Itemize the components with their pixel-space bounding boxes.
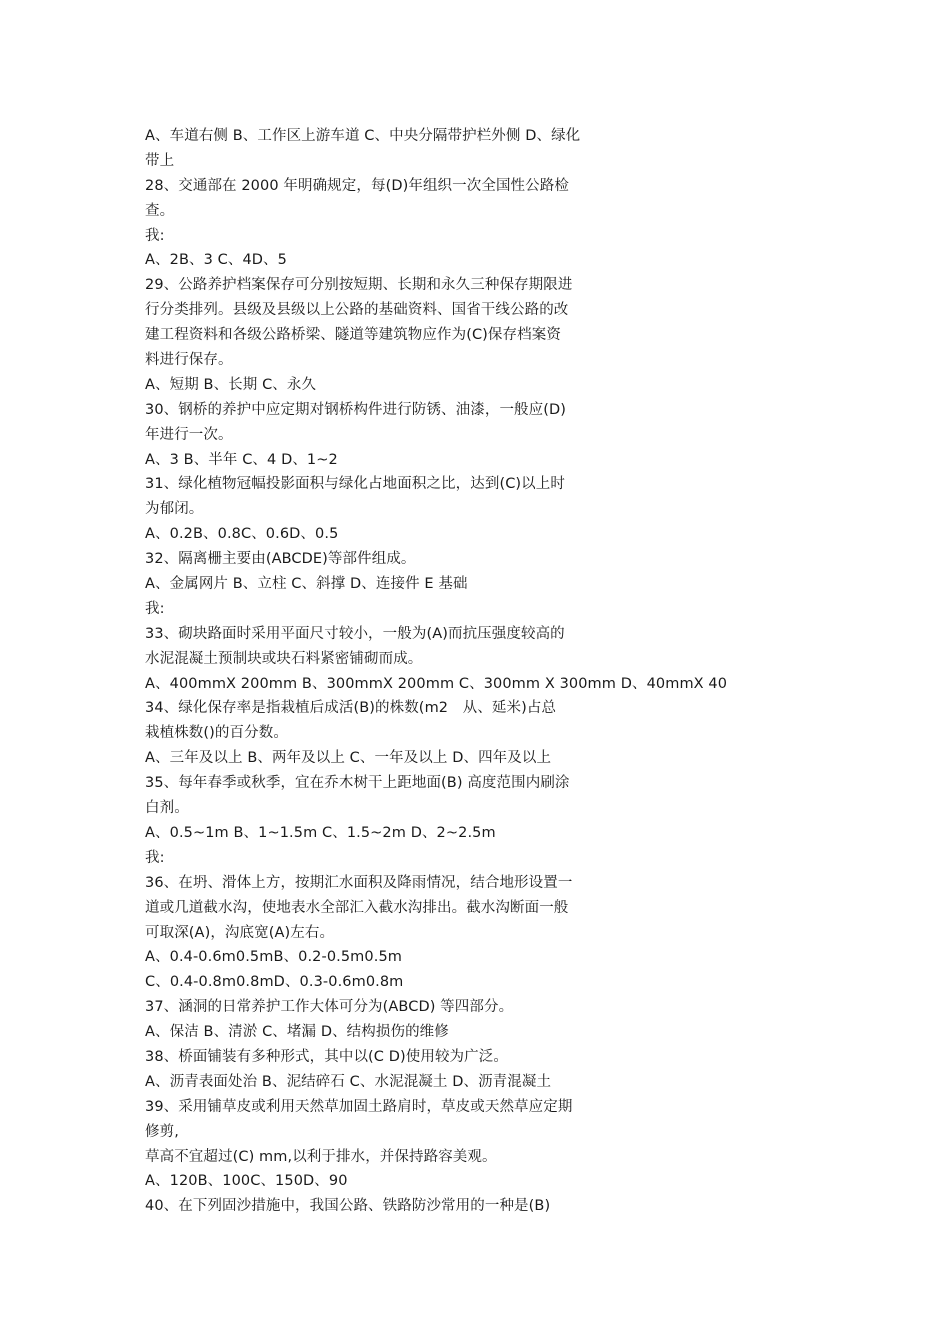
text-line: A、三年及以上 B、两年及以上 C、一年及以上 D、四年及以上 <box>145 750 552 767</box>
text-line: A、沥青表面处治 B、泥结碎石 C、水泥混凝土 D、沥青混凝土 <box>145 1073 552 1090</box>
text-line: 查。 <box>145 202 175 219</box>
text-line: 31、绿化植物冠幅投影面积与绿化占地面积之比，达到(C)以上时 <box>145 476 565 493</box>
text-line: A、0.4-0.6m0.5mB、0.2-0.5m0.5m <box>145 949 402 966</box>
text-line: 水泥混凝土预制块或块石料紧密铺砌而成。 <box>145 650 423 667</box>
text-line: 我: <box>145 849 165 866</box>
text-line: A、保洁 B、清淤 C、堵漏 D、结构损伤的维修 <box>145 1024 449 1041</box>
text-line: 修剪, <box>145 1123 179 1140</box>
text-line: 39、采用铺草皮或利用天然草加固土路肩时，草皮或天然草应定期 <box>145 1098 573 1115</box>
text-line: 38、桥面铺装有多种形式，其中以(C D)使用较为广泛。 <box>145 1048 508 1065</box>
text-line: 带上 <box>145 152 175 169</box>
text-line: 栽植株数()的百分数。 <box>145 725 288 742</box>
text-line: 37、涵洞的日常养护工作大体可分为(ABCD) 等四部分。 <box>145 999 514 1016</box>
text-line: A、金属网片 B、立柱 C、斜撑 D、连接件 E 基础 <box>145 576 468 593</box>
text-line: 29、公路养护档案保存可分别按短期、长期和永久三种保存期限进 <box>145 277 573 294</box>
text-line: 30、钢桥的养护中应定期对钢桥构件进行防锈、油漆，一般应(D) <box>145 401 567 418</box>
text-line: 料进行保存。 <box>145 352 233 369</box>
text-line: 35、每年春季或秋季，宜在乔木树干上距地面(B) 高度范围内刷涂 <box>145 775 570 792</box>
text-line: C、0.4-0.8m0.8mD、0.3-0.6m0.8m <box>145 974 404 991</box>
text-line: 为郁闭。 <box>145 501 204 518</box>
text-line: A、400mmX 200mm B、300mmX 200mm C、300mm X 300mm D、40mmX 40 <box>145 675 728 692</box>
text-line: A、2B、3 C、4D、5 <box>145 252 287 269</box>
text-line: A、车道右侧 B、工作区上游车道 C、中央分隔带护栏外侧 D、绿化 <box>145 128 581 144</box>
text-line: A、短期 B、长期 C、永久 <box>145 376 317 393</box>
text-line: 32、隔离栅主要由(ABCDE)等部件组成。 <box>145 551 416 568</box>
text-line: 我: <box>145 600 165 617</box>
document-body <box>145 124 728 1219</box>
text-line: 草高不宜超过(C) mm,以利于排水，并保持路容美观。 <box>145 1148 497 1165</box>
text-line: 白剂。 <box>145 800 189 817</box>
text-line: A、120B、100C、150D、90 <box>145 1173 348 1190</box>
text-line: 33、砌块路面时采用平面尺寸较小，一般为(A)而抗压强度较高的 <box>145 625 565 642</box>
text-line: 道或几道截水沟，使地表水全部汇入截水沟排出。截水沟断面一般 <box>145 899 569 916</box>
text-line: 36、在坍、滑体上方，按期汇水面积及降雨情况，结合地形设置一 <box>145 874 573 891</box>
text-line: 建工程资料和各级公路桥梁、隧道等建筑物应作为(C)保存档案资 <box>145 327 561 344</box>
text-line: 28、交通部在 2000 年明确规定，每(D)年组织一次全国性公路检 <box>145 177 569 194</box>
text-line: A、0.5~1m B、1~1.5m C、1.5~2m D、2~2.5m <box>145 824 496 841</box>
text-line: A、0.2B、0.8C、0.6D、0.5 <box>145 526 339 543</box>
text-line: 可取深(A)，沟底宽(A)左右。 <box>145 924 335 941</box>
text-line: 34、绿化保存率是指栽植后成活(B)的株数(m2 从、延米)占总 <box>145 700 557 717</box>
text-line: 行分类排列。县级及县级以上公路的基础资料、国省干线公路的改 <box>145 302 569 319</box>
text-line: 40、在下列固沙措施中，我国公路、铁路防沙常用的一种是(B) <box>145 1198 551 1215</box>
text-line: 年进行一次。 <box>145 426 233 443</box>
text-line: 我: <box>145 227 165 244</box>
text-line: A、3 B、半年 C、4 D、1~2 <box>145 451 338 468</box>
